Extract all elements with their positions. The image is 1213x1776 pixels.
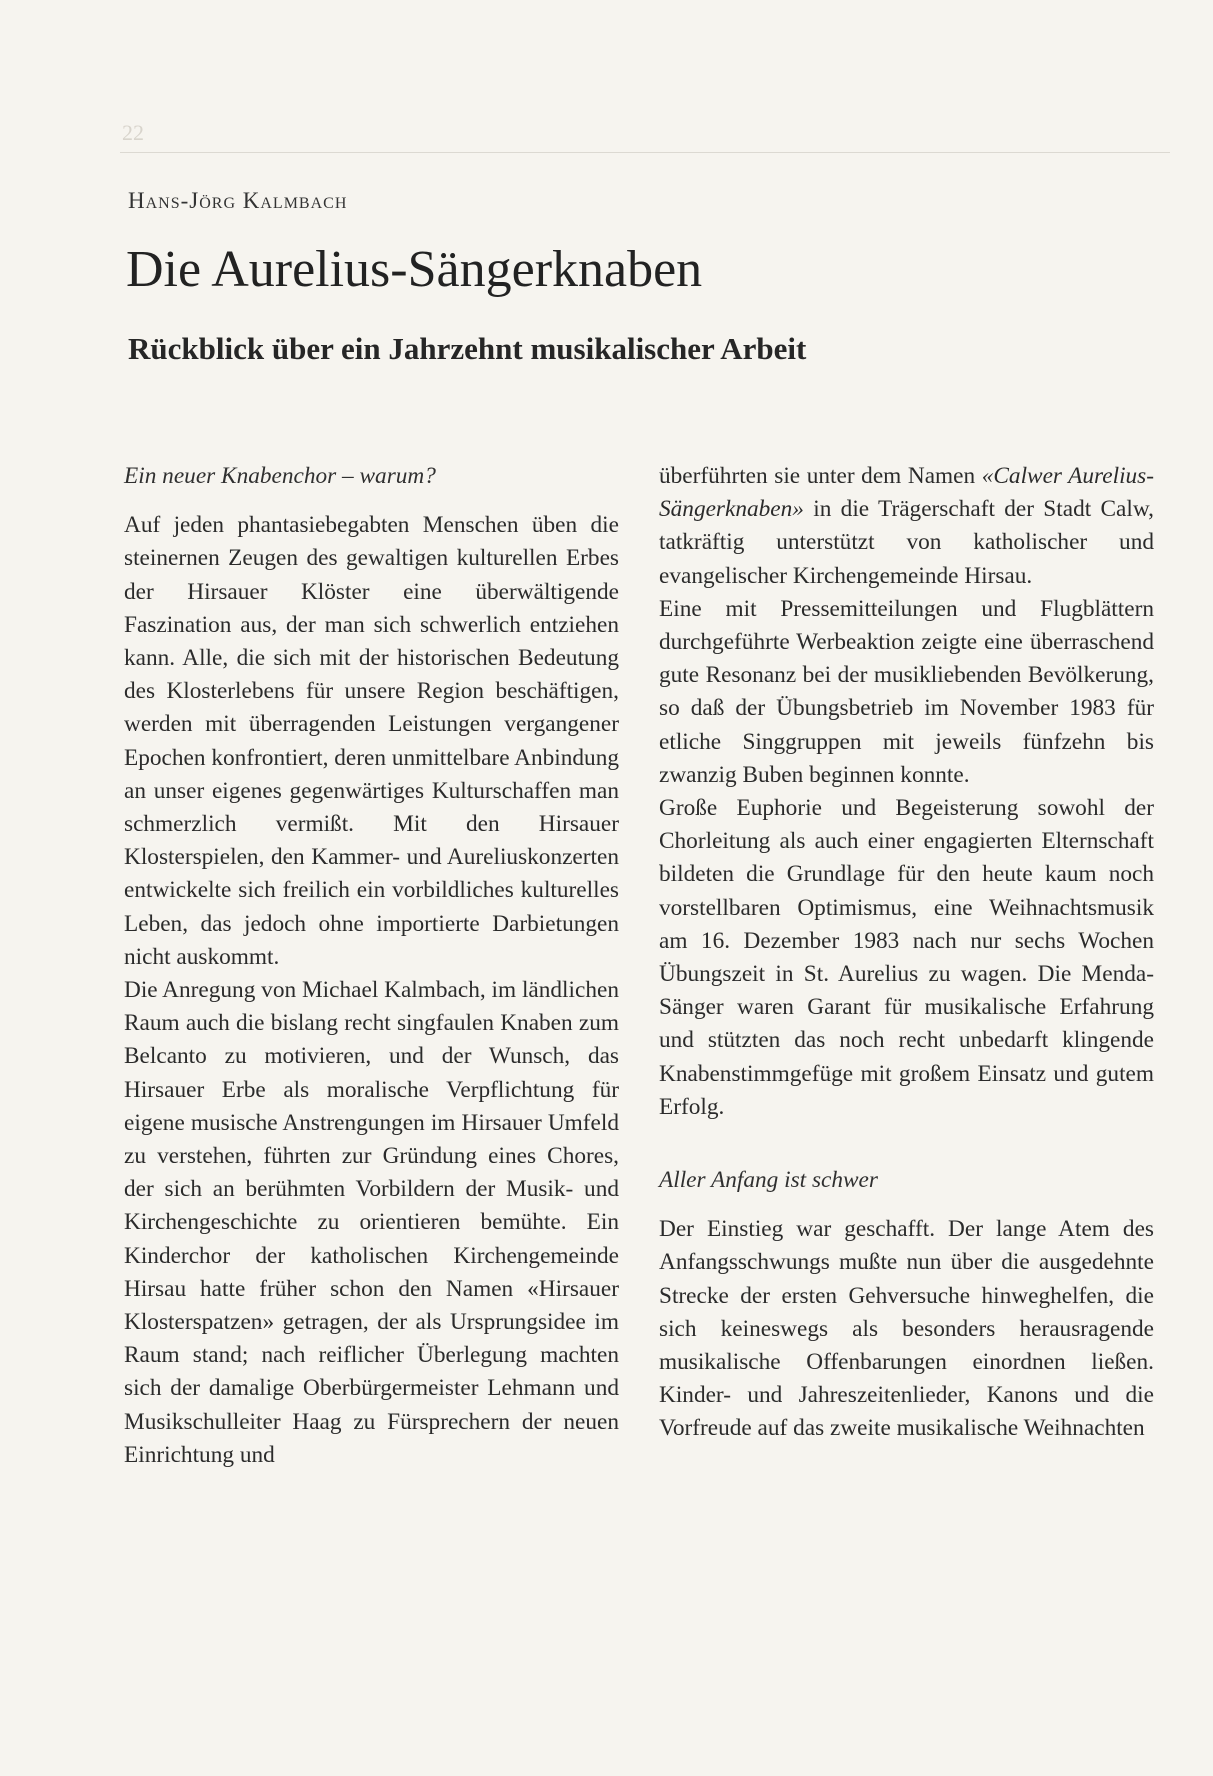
body-paragraph: Die Anregung von Michael Kalmbach, im ländlichen Raum auch die bislang recht singfaulen Knaben zum Belcanto zu motivieren, und der Wunsch, das Hirsauer Erbe als moralische Verpflichtung für eigene musische Anstrengungen im Hirsauer Umfeld zu verstehen, führten zur Gründung eines Chores, der sich an berühmten Vorbildern der Musik- und Kirchengeschichte zu orientieren bemühte. Ein Kinderchor der katholischen Kirchengemeinde Hirsau hatte früher schon den Namen «Hirsauer Klosterspatzen» getragen, der als Ursprungsidee im Raum stand; nach reiflicher Überlegung machten sich der damalige Oberbürgermeister Lehmann und Musikschulleiter Haag zu Fürsprechern der neuen Einrichtung und <box>124 977 619 1468</box>
page-number: 22 <box>122 120 144 145</box>
article-subtitle: Rückblick über ein Jahrzehnt musikalischer Arbeit <box>128 331 807 366</box>
section-heading: Aller Anfang ist schwer <box>659 1167 878 1194</box>
section-heading: Ein neuer Knabenchor – warum? <box>124 463 436 489</box>
body-paragraph: Große Euphorie und Begeisterung sowohl der Chorleitung als auch einer engagierten Elternschaft bildeten die Grundlage für den heute kaum noch vorstellbaren Optimismus, eine Weihnachtsmusik am 16. Dezember 1983 nach nur sechs Wochen Übungszeit in St. Aurelius zu wagen. Die Menda-Sänger waren Garant für musikalische Erfahrung und stützten das noch recht unbedarft klingende Knabenstimmgefüge mit großem Einsatz und gutem Erfolg. <box>659 795 1154 1120</box>
body-paragraph <box>659 460 1154 593</box>
author-name: Hans-Jörg Kalmbach <box>128 188 348 213</box>
left-column <box>124 460 619 1472</box>
paragraph-text: überführten sie unter dem Namen <box>659 463 982 489</box>
body-paragraph: Eine mit Pressemitteilungen und Flugblättern durchgeführte Werbeaktion zeigte eine überraschend gute Resonanz bei der musikliebenden Bevölkerung, so daß der Übungsbetrieb im November 1983 für etliche Singgruppen mit jeweils fünfzehn bis zwanzig Buben beginnen konnte. <box>659 595 1154 788</box>
body-paragraph: Der Einstieg war geschafft. Der lange Atem des Anfangsschwungs mußte nun über die ausgedehnte Strecke der ersten Gehversuche hinweghelfen, die sich keineswegs als besonders herausragende musikalische Offenbarungen einordnen ließen. Kinder- und Jahreszeitenlieder, Kanons und die Vorfreude auf das zweite musikalische Weihnachten <box>659 1216 1154 1442</box>
header-rule <box>120 152 1170 153</box>
article-title: Die Aurelius-Sängerknaben <box>126 241 703 298</box>
choir-name: «Calwer Aurelius-Sängerknaben» <box>659 463 1155 523</box>
right-column <box>659 460 1154 1446</box>
body-paragraph: Auf jeden phantasiebegabten Menschen üben die steinernen Zeugen des gewaltigen kulturellen Erbes der Hirsauer Klöster eine überwältigende Faszination aus, der man sich schwerlich entziehen kann. Alle, die sich mit der historischen Bedeutung des Klosterlebens für unsere Region beschäftigen, werden mit überragenden Leistungen vergangener Epochen konfrontiert, deren unmittelbare Anbindung an unser eigenes gegenwärtiges Kulturschaffen man schmerzlich vermißt. Mit den Hirsauer Klosterspielen, den Kammer- und Aureliuskonzerten entwickelte sich freilich ein vorbildliches kulturelles Leben, das jedoch ohne importierte Darbietungen nicht auskommt. <box>124 512 619 970</box>
paragraph-text: in die Trägerschaft der Stadt Calw, tatkräftig unterstützt von katholischer und evangelischer Kirchengemeinde Hirsau. <box>659 496 1154 589</box>
